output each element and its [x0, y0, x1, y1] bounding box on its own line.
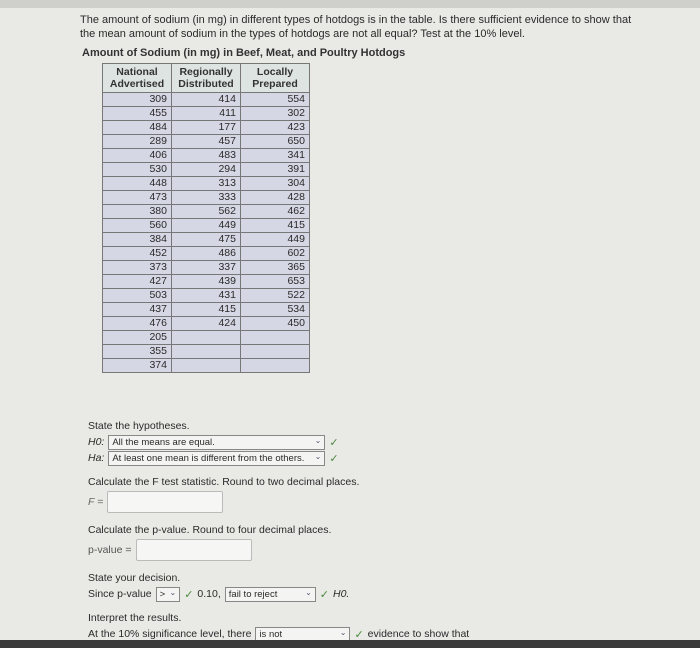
table-cell: 304 — [241, 177, 310, 191]
table-cell — [172, 331, 241, 345]
table-cell: 562 — [172, 205, 241, 219]
table-cell: 449 — [241, 233, 310, 247]
check-icon: ✓ — [329, 452, 339, 465]
table-cell: 309 — [103, 93, 172, 107]
decision-prompt: State your decision. — [88, 572, 181, 584]
table-cell: 355 — [103, 345, 172, 359]
f-prompt: Calculate the F test statistic. Round to two decimal places. — [88, 476, 360, 488]
chevron-down-icon: ⌄ — [169, 587, 177, 597]
table-cell: 522 — [241, 289, 310, 303]
table-cell: 484 — [103, 121, 172, 135]
table-row — [103, 219, 310, 233]
table-row — [103, 177, 310, 191]
header-row — [103, 64, 310, 93]
table-row — [103, 345, 310, 359]
table-cell: 449 — [172, 219, 241, 233]
check-icon: ✓ — [319, 588, 329, 601]
interpret-prompt: Interpret the results. — [88, 612, 182, 624]
decision-suffix: H0. — [332, 588, 350, 600]
decision-prefix: Since p-value — [88, 588, 152, 600]
table-cell: 448 — [103, 177, 172, 191]
table-cell — [241, 359, 310, 373]
table-cell: 427 — [103, 275, 172, 289]
table-cell: 476 — [103, 317, 172, 331]
table-row — [103, 247, 310, 261]
pvalue-row — [88, 538, 688, 562]
table-row — [103, 317, 310, 331]
table-cell: 384 — [103, 233, 172, 247]
table-cell: 414 — [172, 93, 241, 107]
ha-value: At least one mean is different from the others. — [112, 452, 305, 464]
table-cell: 455 — [103, 107, 172, 121]
ha-row — [88, 450, 688, 466]
table-cell: 457 — [172, 135, 241, 149]
h0-label: H0: — [88, 436, 105, 448]
table-cell: 431 — [172, 289, 241, 303]
comparison-value: > — [159, 588, 166, 600]
ha-label: Ha: — [88, 452, 105, 464]
chevron-down-icon: ⌄ — [339, 627, 347, 637]
decision-prompt-row — [88, 570, 688, 586]
table-row — [103, 93, 310, 107]
decision-row — [88, 586, 688, 602]
answer-area — [88, 418, 688, 642]
pvalue-prompt: Calculate the p-value. Round to four decimal places. — [88, 524, 332, 536]
chevron-down-icon: ⌄ — [314, 451, 322, 461]
table-cell: 452 — [103, 247, 172, 261]
table-cell — [172, 345, 241, 359]
table-cell: 423 — [241, 121, 310, 135]
bottom-edge — [0, 640, 700, 648]
table-row — [103, 303, 310, 317]
table-cell: 302 — [241, 107, 310, 121]
table-cell: 380 — [103, 205, 172, 219]
table-cell: 294 — [172, 163, 241, 177]
table-cell: 475 — [172, 233, 241, 247]
table-cell: 333 — [172, 191, 241, 205]
pvalue-prompt-row — [88, 522, 688, 538]
decision-select[interactable] — [225, 587, 316, 602]
table-cell: 554 — [241, 93, 310, 107]
table-row — [103, 121, 310, 135]
table-cell: 530 — [103, 163, 172, 177]
table-cell: 486 — [172, 247, 241, 261]
table-cell: 602 — [241, 247, 310, 261]
table-row — [103, 233, 310, 247]
f-input[interactable] — [107, 491, 223, 513]
table-cell: 365 — [241, 261, 310, 275]
pvalue-input[interactable] — [136, 539, 252, 561]
h0-select[interactable] — [108, 435, 325, 450]
table-cell: 391 — [241, 163, 310, 177]
table-cell: 437 — [103, 303, 172, 317]
check-icon: ✓ — [329, 436, 339, 449]
table-cell: 483 — [172, 149, 241, 163]
column-header: Regionally Distributed — [172, 64, 241, 93]
table-cell: 205 — [103, 331, 172, 345]
table-row — [103, 331, 310, 345]
table-row — [103, 275, 310, 289]
question-text: The amount of sodium (in mg) in different types of hotdogs is in the table. Is there sufficient evidence to show that the mean amount of sodium in the types of hotdogs are not all equal? Test at the 10% level. — [80, 14, 632, 40]
table-cell: 503 — [103, 289, 172, 303]
table-cell: 374 — [103, 359, 172, 373]
pvalue-label: p-value = — [88, 544, 132, 556]
hypotheses-prompt: State the hypotheses. — [88, 420, 190, 432]
table-cell: 450 — [241, 317, 310, 331]
table-cell: 373 — [103, 261, 172, 275]
table-cell: 534 — [241, 303, 310, 317]
table-cell: 313 — [172, 177, 241, 191]
table-cell: 650 — [241, 135, 310, 149]
alpha-value: 0.10, — [197, 588, 221, 600]
table-row — [103, 289, 310, 303]
check-icon: ✓ — [354, 628, 364, 641]
table-cell: 439 — [172, 275, 241, 289]
top-edge — [0, 0, 700, 8]
table-cell: 462 — [241, 205, 310, 219]
table-cell: 415 — [241, 219, 310, 233]
table-cell: 415 — [172, 303, 241, 317]
table-cell — [241, 345, 310, 359]
table-row — [103, 261, 310, 275]
table-row — [103, 107, 310, 121]
f-row — [88, 490, 688, 514]
table-cell: 406 — [103, 149, 172, 163]
table-cell — [172, 359, 241, 373]
sodium-table — [102, 63, 310, 373]
table-cell: 289 — [103, 135, 172, 149]
check-icon: ✓ — [184, 588, 194, 601]
table-cell — [241, 331, 310, 345]
table-cell: 424 — [172, 317, 241, 331]
column-header: National Advertised — [103, 64, 172, 93]
interpret-suffix: evidence to show that — [367, 628, 470, 640]
table-cell: 411 — [172, 107, 241, 121]
decision-value: fail to reject — [228, 588, 278, 600]
table-cell: 177 — [172, 121, 241, 135]
table-cell: 560 — [103, 219, 172, 233]
table-cell: 653 — [241, 275, 310, 289]
hypotheses-prompt-row — [88, 418, 688, 434]
table-row — [103, 191, 310, 205]
table-cell: 337 — [172, 261, 241, 275]
table-row — [103, 359, 310, 373]
interpret-value: is not — [259, 628, 283, 640]
table-cell: 473 — [103, 191, 172, 205]
h0-value: All the means are equal. — [112, 436, 215, 448]
chevron-down-icon: ⌄ — [305, 587, 312, 597]
chevron-down-icon: ⌄ — [314, 435, 322, 445]
interpret-prompt-row — [88, 610, 688, 626]
table-row — [103, 205, 310, 219]
h0-row — [88, 434, 688, 450]
question-header — [80, 13, 640, 373]
table-cell: 428 — [241, 191, 310, 205]
table-cell: 341 — [241, 149, 310, 163]
table-title: Amount of Sodium (in mg) in Beef, Meat, and Poultry Hotdogs — [82, 47, 406, 59]
ha-select[interactable] — [108, 451, 325, 466]
column-header: Locally Prepared — [241, 64, 310, 93]
f-label: F = — [88, 496, 104, 508]
table-row — [103, 135, 310, 149]
f-prompt-row — [88, 474, 688, 490]
table-row — [103, 149, 310, 163]
comparison-select[interactable] — [156, 587, 181, 602]
table-row — [103, 163, 310, 177]
interpret-prefix: At the 10% significance level, there — [88, 628, 252, 640]
